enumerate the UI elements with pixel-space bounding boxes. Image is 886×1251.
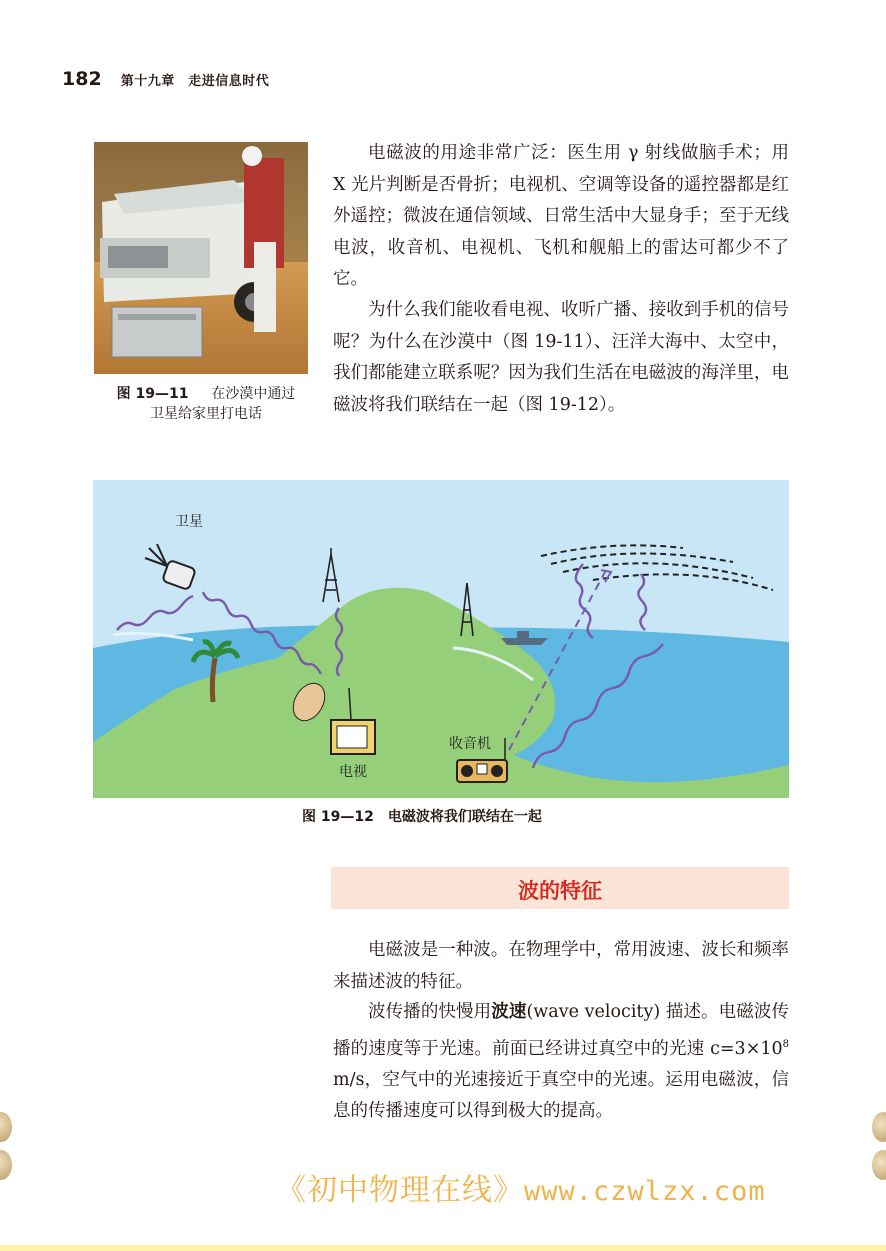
figure-number: 图 19—12 [302,809,374,825]
watermark-text: 《初中物理在线》 [276,1173,524,1208]
figure-number: 图 19—11 [116,386,189,402]
page-number: 182 [62,68,102,90]
paragraph-uses-of-em-waves: 电磁波的用途非常广泛：医生用 γ 射线做脑手术；用 X 光片判断是否骨折；电视机、空调等设备的遥控器都是红外遥控；微波在通信领域、日常生活中大显身手；至于无线电波，收音机、电视机、飞机和舰船上的雷达可都少不了它。 [333,143,789,289]
label-tv: 电视 [339,764,367,780]
label-radio: 收音机 [449,736,491,752]
caption-line-2: 卫星给家里打电话 [150,406,262,422]
page-edge-decoration [0,1112,12,1142]
page-header [62,68,269,90]
page-edge-decoration [0,1150,12,1180]
text: 波传播的快慢用 [368,1002,492,1022]
text: (wave velocity) 描述。电磁波传播的速度等于光速。前面已经讲过真空中的光速 c=3×10 [333,1002,789,1059]
paragraph-wave-velocity [333,997,789,1128]
label-satellite: 卫星 [175,514,203,530]
section-heading-box [331,867,789,909]
caption-line-1: 在沙漠中通过 [211,386,296,402]
em-wave-connection-diagram [93,480,789,798]
paragraph-em-is-wave: 电磁波是一种波。在物理学中，常用波速、波长和频率来描述波的特征。 [333,940,789,992]
bottom-band [0,1245,886,1251]
desert-satellite-phone-photo [94,142,308,374]
watermark-url: www.czwlzx.com [524,1176,766,1207]
section-title: 波的特征 [518,879,602,903]
term-wave-velocity: 波速 [491,1002,527,1022]
chapter-title: 第十九章 走进信息时代 [120,74,270,89]
caption-text: 电磁波将我们联结在一起 [387,809,542,825]
figure-19-12-caption [302,806,542,826]
page-edge-decoration [872,1150,886,1180]
figure-19-11-caption [96,384,316,424]
text: m/s，空气中的光速接近于真空中的光速。运用电磁波，信息的传播速度可以得到极大的提高。 [333,1069,789,1122]
watermark [276,1165,766,1209]
page-edge-decoration [872,1112,886,1142]
paragraph-why-connected: 为什么我们能收看电视、收听广播、接收到手机的信号呢？为什么在沙漠中（图 19-11）、汪洋大海中、太空中，我们都能建立联系呢？因为我们生活在电磁波的海洋里，电磁波将我们联结在一起（图 19-12）。 [333,300,789,415]
exponent: 8 [782,1038,789,1050]
